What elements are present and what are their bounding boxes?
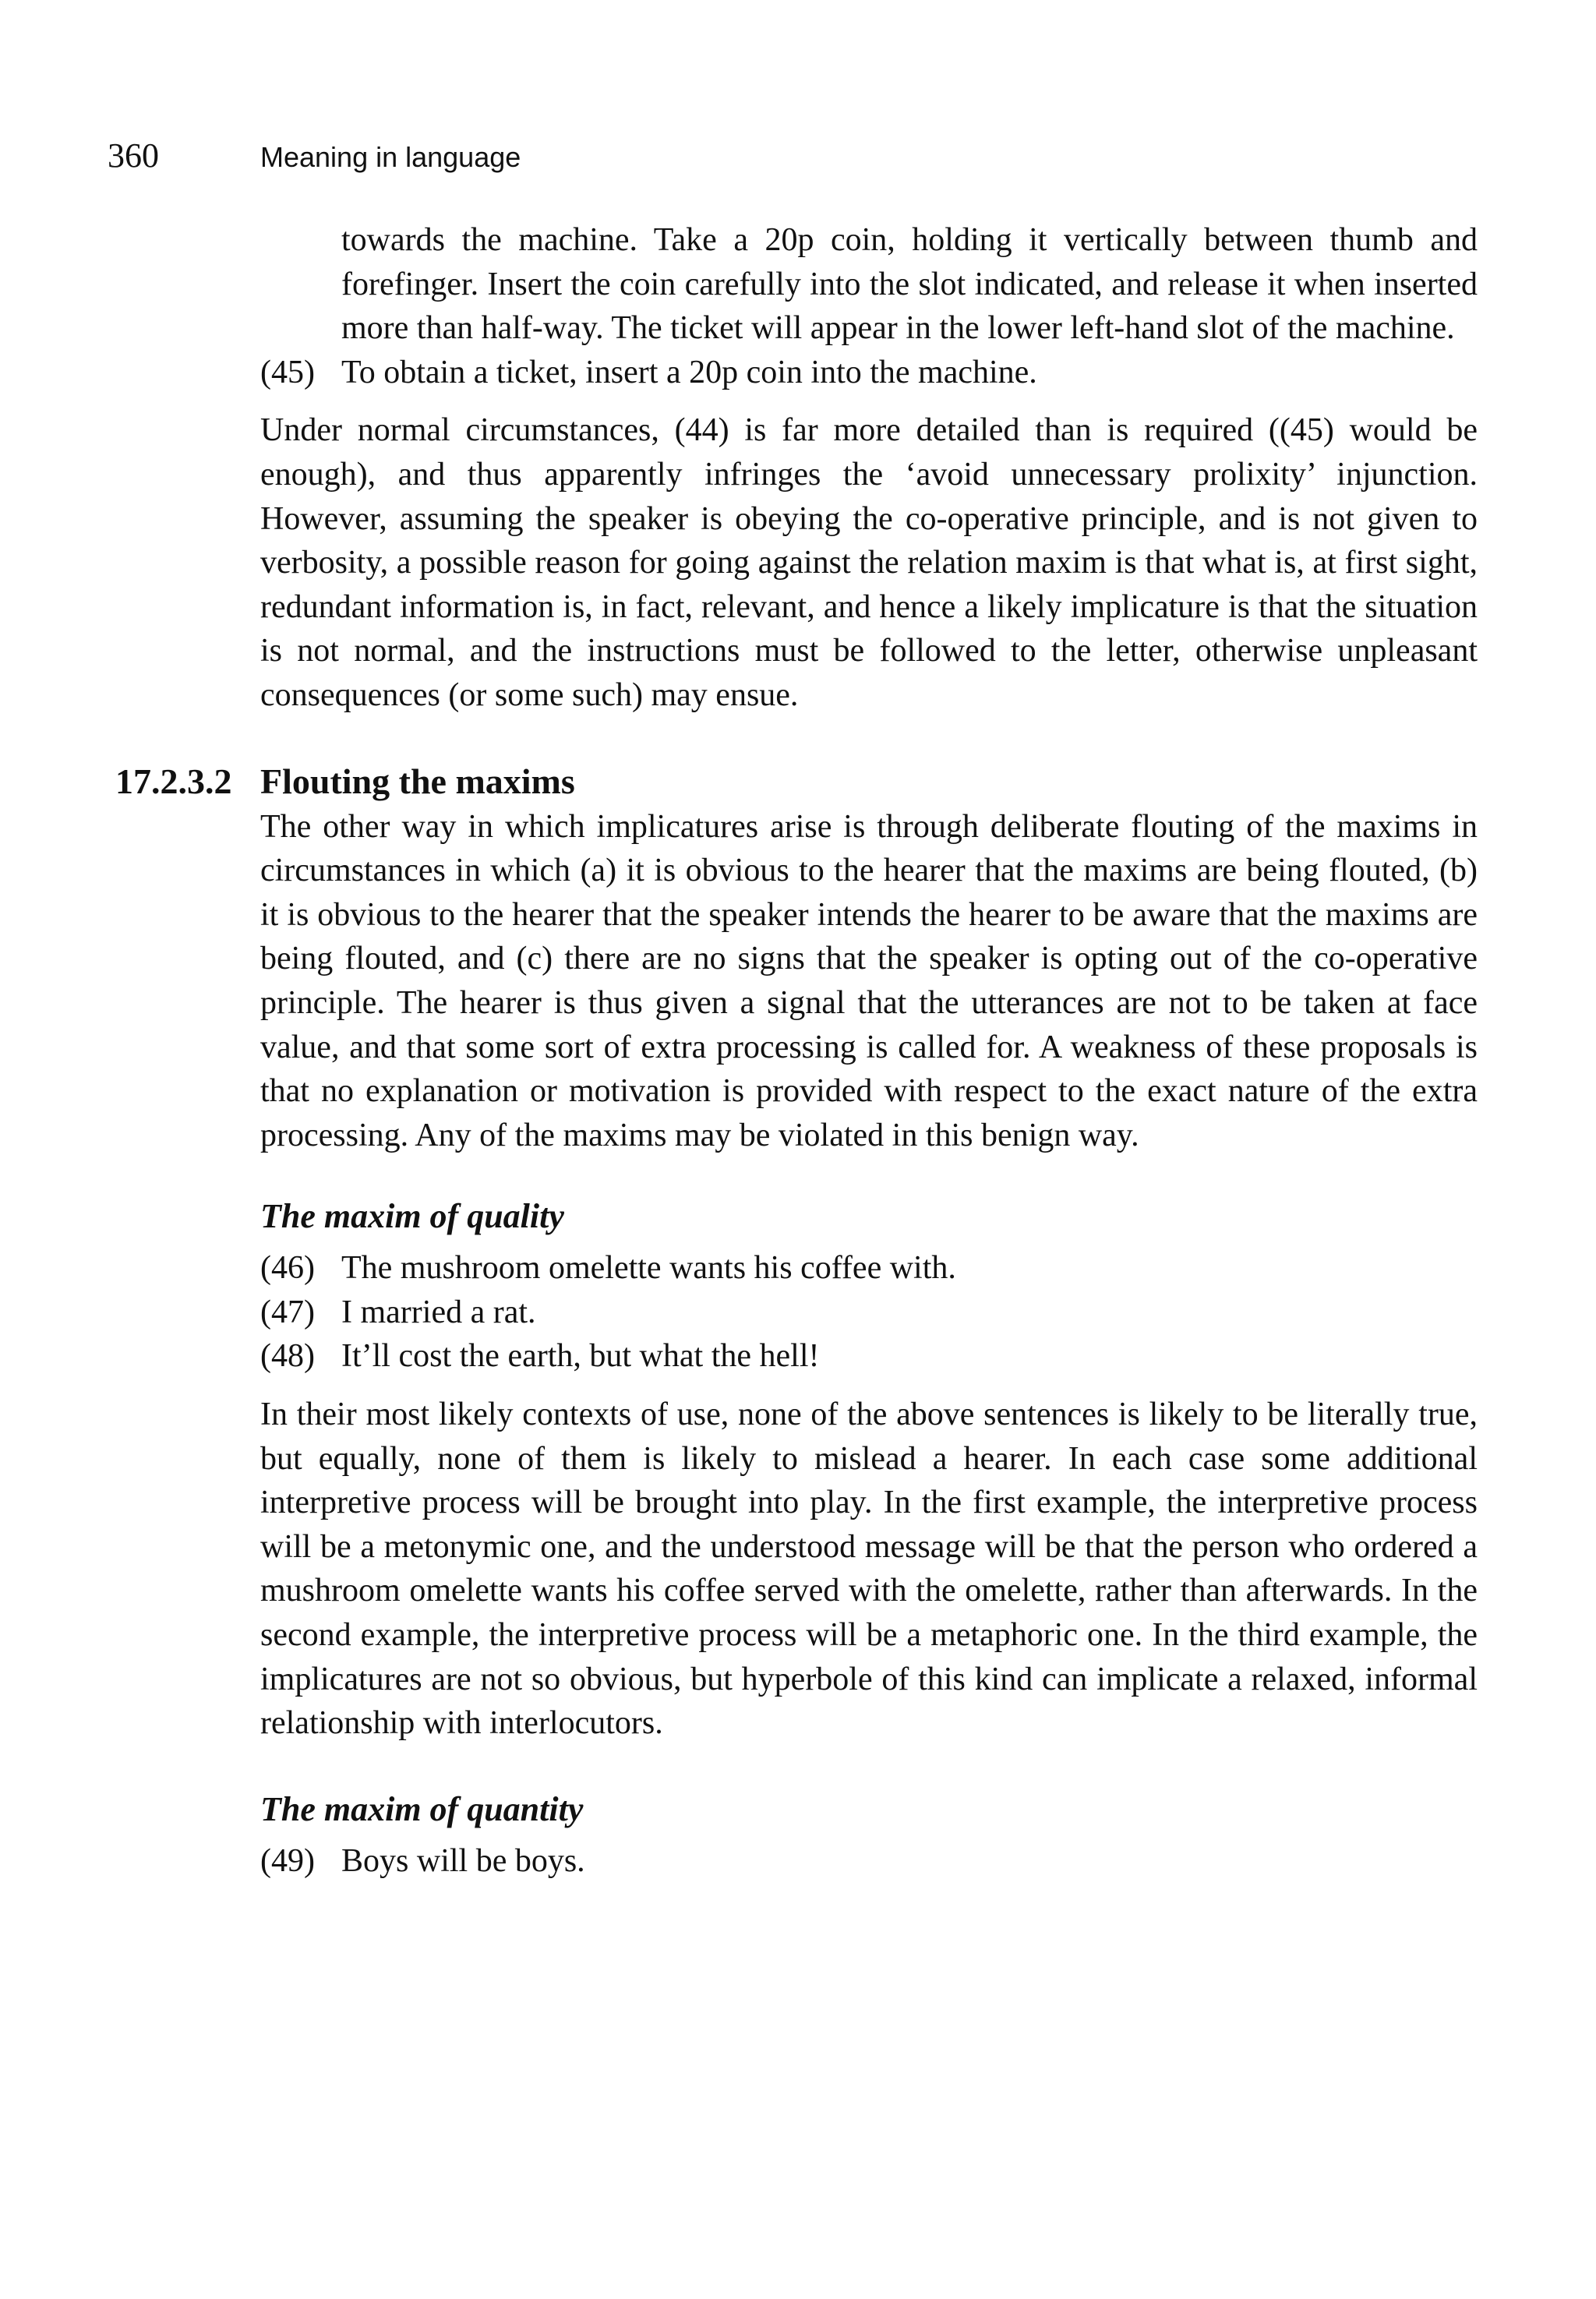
paragraph-interpretive-process: In their most likely contexts of use, none of the above sentences is likely to be literally true, but equally, none of them is likely to mislead a hearer. In each case some additional interpretive process will be brought into play. In the first example, the interpretive process will be a metonymic one, and the understood message will be that the person who ordered a mushroom omelette wants his coffee served with the omelette, rather than afterwards. In the second example, the interpretive process will be a metaphoric one. In the third example, the implicatures are not so obvious, but hyperbole of this kind can implicate a relaxed, informal relationship with interlocutors. bbox=[260, 1397, 1478, 1742]
page-number: 360 bbox=[108, 136, 159, 175]
example-text: To obtain a ticket, insert a 20p coin into the machine. bbox=[341, 354, 1037, 390]
section-number: 17.2.3.2 bbox=[115, 761, 232, 801]
example-text: The mushroom omelette wants his coffee with. bbox=[341, 1250, 956, 1287]
example-44-continuation bbox=[260, 218, 1478, 351]
example-46 bbox=[260, 1246, 1478, 1291]
example-44-text: towards the machine. Take a 20p coin, holding it vertically between thumb and forefinger. Insert the coin carefully into the slot indicated, and release it when inserted more than half-way. The ticket will appear in the lower left-hand slot of the machine. bbox=[341, 222, 1478, 347]
example-47 bbox=[260, 1291, 1478, 1335]
example-49 bbox=[260, 1839, 1478, 1884]
running-title: Meaning in language bbox=[260, 141, 521, 173]
subheading-quality: The maxim of quality bbox=[260, 1197, 564, 1236]
section-title: Flouting the maxims bbox=[260, 761, 575, 801]
text-column bbox=[115, 218, 1478, 1883]
example-48 bbox=[260, 1334, 1478, 1379]
section-heading bbox=[115, 758, 1478, 805]
example-number: (48) bbox=[260, 1338, 315, 1375]
example-45 bbox=[260, 351, 1478, 395]
example-text: I married a rat. bbox=[341, 1294, 536, 1330]
example-number: (49) bbox=[260, 1842, 315, 1879]
paragraph-flouting: The other way in which implicatures arise is through deliberate flouting of the maxims in circumstances in which (a) it is obvious to the hearer that the maxims are being flouted, (b) it is obvious to the hearer that the speaker intends the hearer to be aware that the maxims are being flouted, and (c) there are no signs that the speaker is opting out of the co-operative principle. The hearer is thus given a signal that the utterances are not to be taken at face value, and that some sort of extra processing is called for. A weakness of these proposals is that no explanation or motivation is provided with respect to the exact nature of the extra processing. Any of the maxims may be violated in this benign way. bbox=[260, 808, 1478, 1153]
example-number: (47) bbox=[260, 1294, 315, 1330]
example-text: Boys will be boys. bbox=[341, 1842, 585, 1879]
subheading-quantity: The maxim of quantity bbox=[260, 1789, 584, 1828]
paragraph-relation-maxim: Under normal circumstances, (44) is far more detailed than is required ((45) would be enough), and thus apparently infringes the ‘avoid unnecessary prolixity’ injunction. However, assuming the speaker is obeying the co-operative principle, and is not given to verbosity, a possible reason for going against the relation maxim is that what is, at first sight, redundant information is, in fact, relevant, and hence a likely implicature is that the situation is not normal, and the instructions must be followed to the letter, otherwise unpleasant consequences (or some such) may ensue. bbox=[260, 412, 1478, 713]
running-header bbox=[108, 132, 1510, 179]
example-number: (46) bbox=[260, 1250, 315, 1287]
example-number: (45) bbox=[260, 354, 315, 390]
example-text: It’ll cost the earth, but what the hell! bbox=[341, 1338, 820, 1375]
